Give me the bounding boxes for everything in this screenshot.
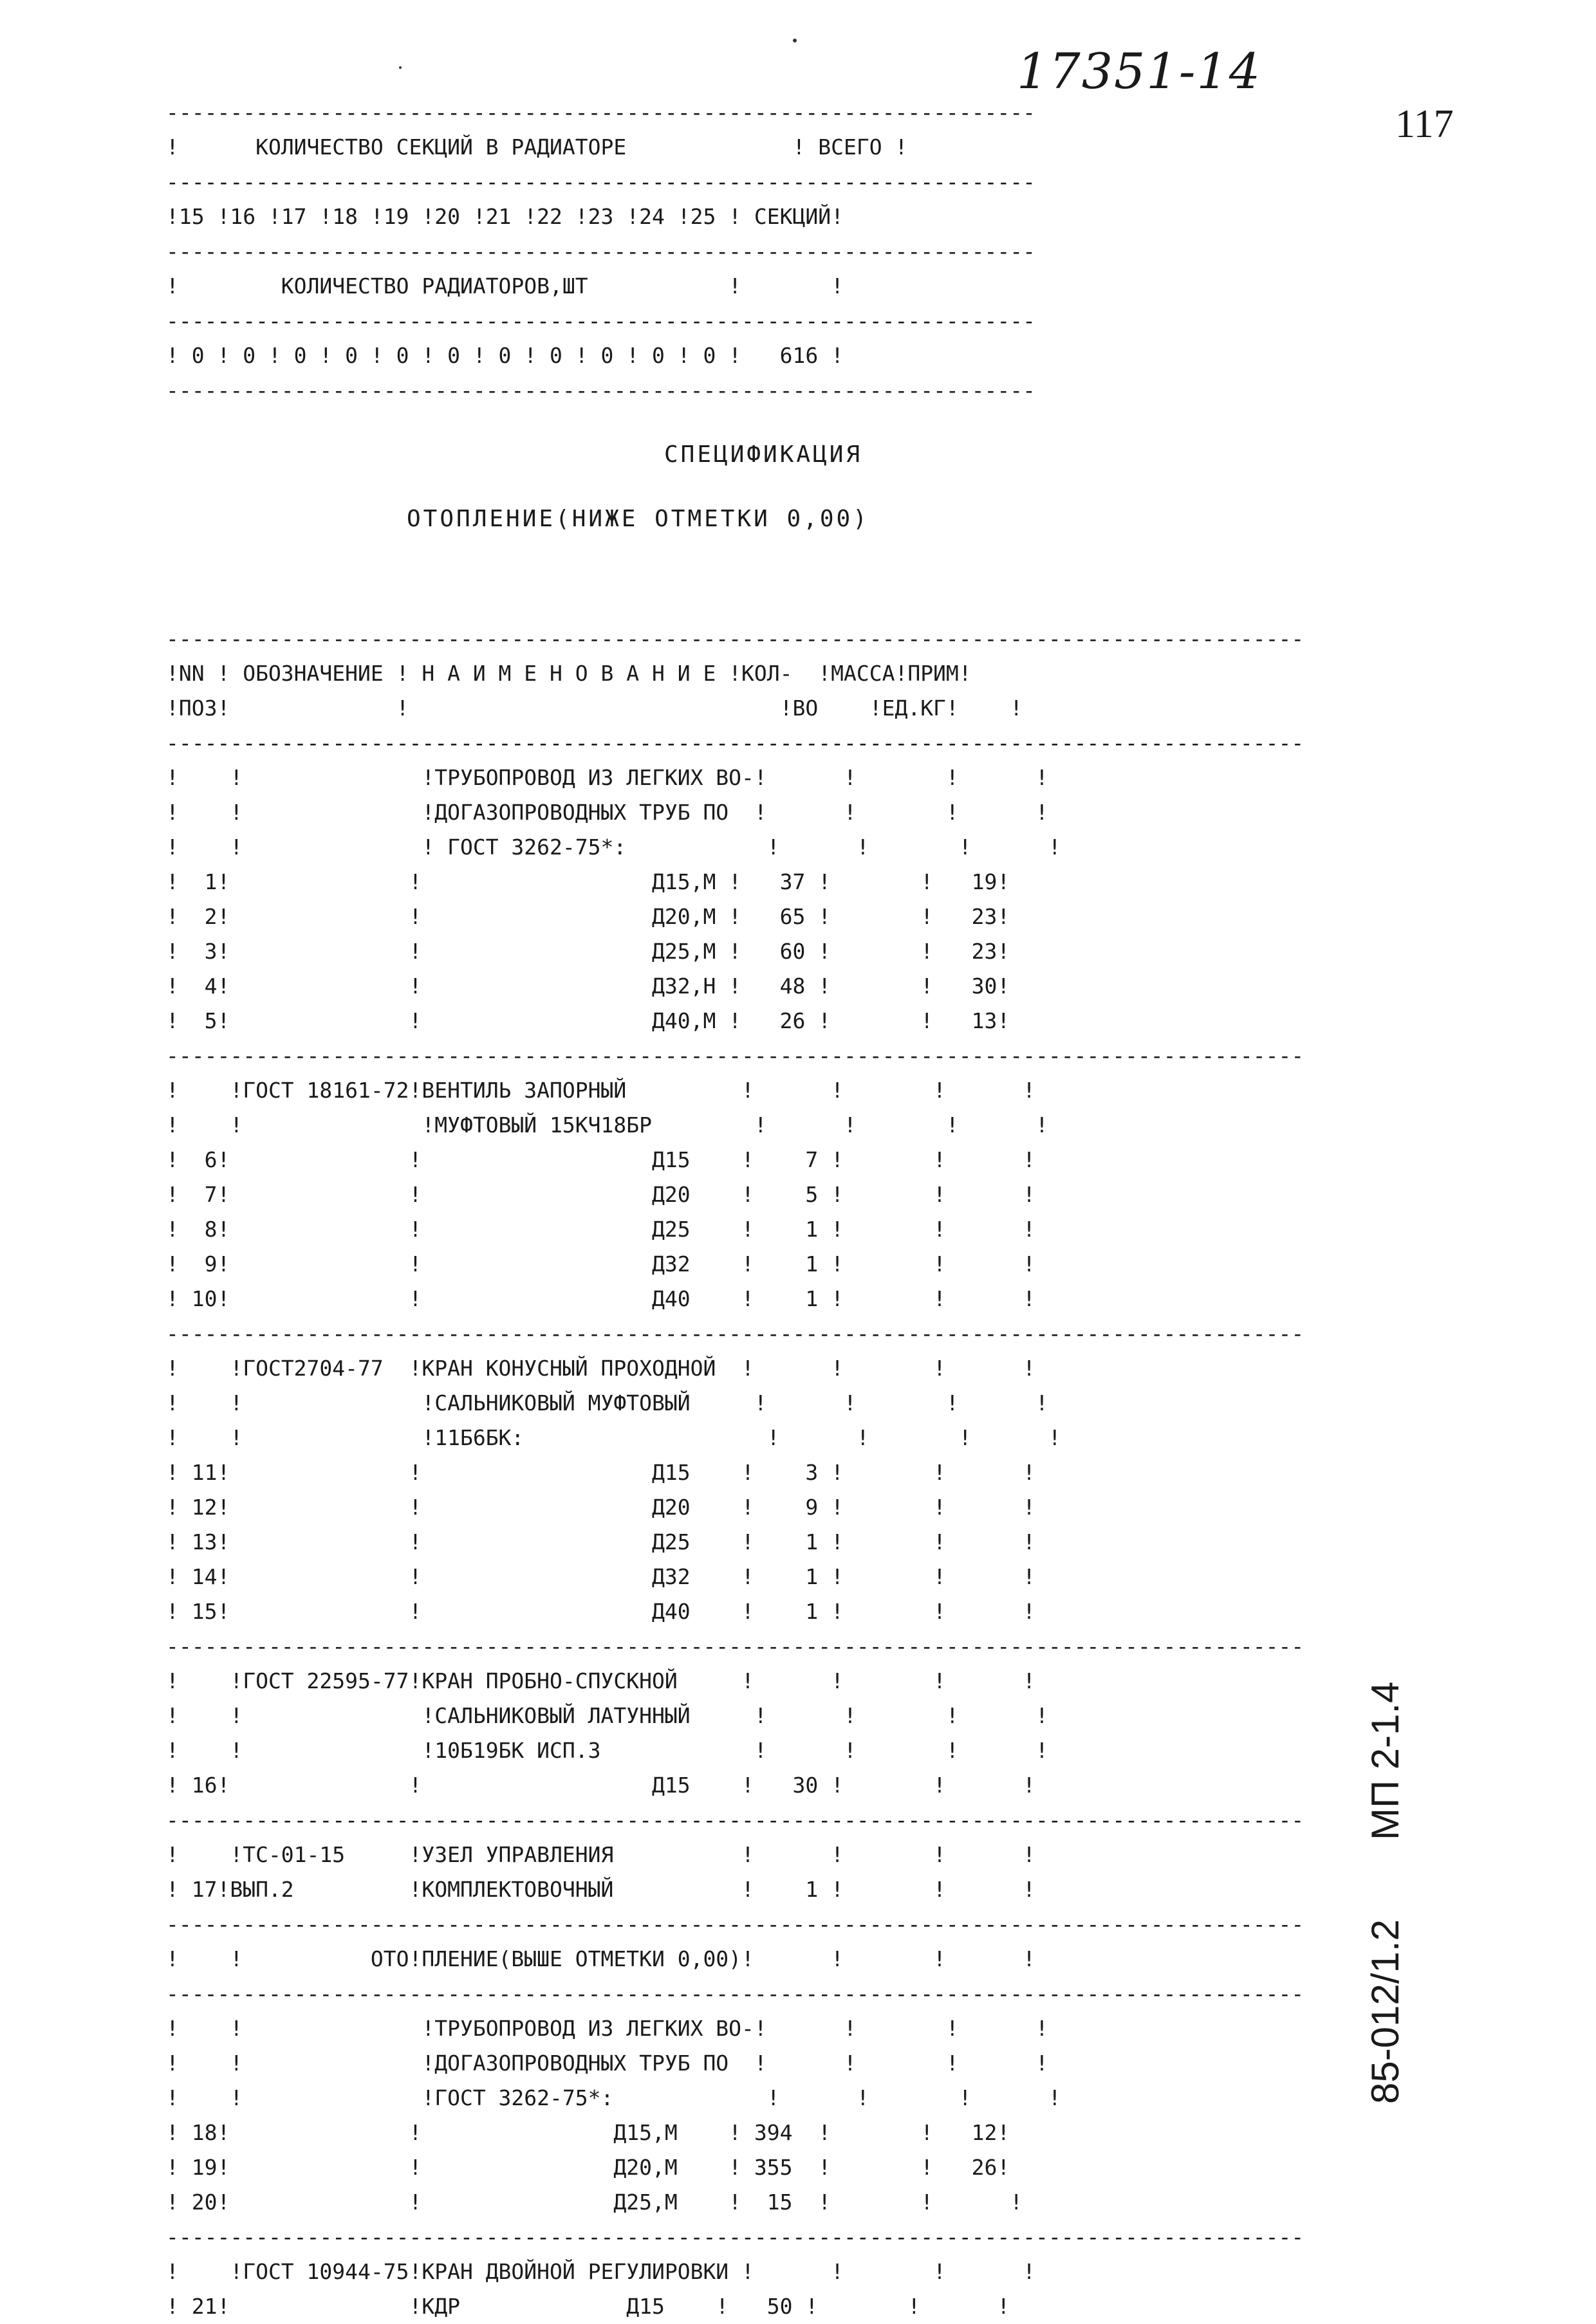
spec-table-row: ! 12! ! Д20 ! 9 ! ! ! (166, 1495, 1036, 1520)
spec-table-row: ----------------------------------------------------------------------------------------- (166, 1043, 1304, 1068)
radiator-table-row: -------------------------------------------------------------------- (166, 239, 1036, 264)
spec-table-row: ! 4! ! Д32,Н ! 48 ! ! 30! (166, 973, 1010, 999)
spec-table-row: ----------------------------------------------------------------------------------------- (166, 1321, 1304, 1346)
spec-table-row: ! 11! ! Д15 ! 3 ! ! ! (166, 1460, 1036, 1485)
spec-table-row: ! ! !ДОГАЗОПРОВОДНЫХ ТРУБ ПО ! ! ! ! (166, 2051, 1048, 2076)
spec-table-row: ! ! !11Б6БК: ! ! ! ! (166, 1425, 1061, 1450)
spec-table-row: ----------------------------------------------------------------------------------------- (166, 730, 1304, 755)
spec-table-row: ----------------------------------------------------------------------------------------- (166, 626, 1304, 651)
spec-title: СПЕЦИФИКАЦИЯ (664, 441, 863, 468)
spec-table-row: ! !ГОСТ 22595-77!КРАН ПРОБНО-СПУСКНОЙ ! ! ! ! (166, 1668, 1036, 1693)
spec-table-row: ! 18! ! Д15,М ! 394 ! ! 12! (166, 2120, 1010, 2145)
spec-table-row: ! ! !ДОГАЗОПРОВОДНЫХ ТРУБ ПО ! ! ! ! (166, 800, 1048, 825)
spec-table-row: ! ! !МУФТОВЫЙ 15КЧ18БР ! ! ! ! (166, 1112, 1048, 1138)
scan-speck (399, 66, 402, 69)
spec-table-row: ! !ТС-01-15 !УЗЕЛ УПРАВЛЕНИЯ ! ! ! ! (166, 1842, 1036, 1867)
radiator-table-row: !15 !16 !17 !18 !19 !20 !21 !22 !23 !24 !25 ! СЕКЦИЙ! (166, 204, 844, 229)
spec-table-row: ! !ГОСТ 10944-75!КРАН ДВОЙНОЙ РЕГУЛИРОВКИ ! ! ! ! (166, 2259, 1036, 2284)
spec-table-row: ----------------------------------------------------------------------------------------- (166, 1807, 1304, 1832)
spec-table-row: ! ! ! ГОСТ 3262-75*: ! ! ! ! (166, 835, 1061, 860)
side-stamp-code: 85-012/1.2 (1364, 1919, 1407, 2104)
spec-table-row: ! ! !ГОСТ 3262-75*: ! ! ! ! (166, 2085, 1061, 2110)
spec-table-row: ! ! !САЛЬНИКОВЫЙ ЛАТУННЫЙ ! ! ! ! (166, 1703, 1048, 1728)
radiator-table-row: -------------------------------------------------------------------- (166, 378, 1036, 403)
spec-table-row: ! 13! ! Д25 ! 1 ! ! ! (166, 1529, 1036, 1554)
spec-table-row: ----------------------------------------------------------------------------------------- (166, 1981, 1304, 2006)
spec-table-row: !NN ! ОБОЗНАЧЕНИЕ ! Н А И М Е Н О В А Н И Е !КОЛ- !МАССА!ПРИМ! (166, 661, 972, 686)
radiator-table-row: ! КОЛИЧЕСТВО РАДИАТОРОВ,ШТ ! ! (166, 273, 844, 299)
spec-table-row: ! 16! ! Д15 ! 30 ! ! ! (166, 1773, 1036, 1798)
spec-subtitle: ОТОПЛЕНИЕ(НИЖЕ ОТМЕТКИ 0,00) (407, 506, 869, 532)
scan-speck (793, 39, 797, 42)
spec-table-row: ! ! !10Б19БК ИСП.3 ! ! ! ! (166, 1738, 1048, 1763)
spec-table-row: ----------------------------------------------------------------------------------------- (166, 1912, 1304, 1937)
spec-table-row: ! 14! ! Д32 ! 1 ! ! ! (166, 1564, 1036, 1589)
spec-table-row: ! 5! ! Д40,М ! 26 ! ! 13! (166, 1008, 1010, 1033)
spec-table-row: ! 10! ! Д40 ! 1 ! ! ! (166, 1286, 1036, 1311)
spec-table-row: ! 2! ! Д20,М ! 65 ! ! 23! (166, 904, 1010, 929)
spec-table-row: ! 6! ! Д15 ! 7 ! ! ! (166, 1147, 1036, 1172)
radiator-table-row: ! 0 ! 0 ! 0 ! 0 ! 0 ! 0 ! 0 ! 0 ! 0 ! 0 ! 0 ! 616 ! (166, 343, 844, 368)
spec-table-row: ! 1! ! Д15,М ! 37 ! ! 19! (166, 869, 1010, 894)
radiator-sections-table (166, 95, 1209, 408)
radiator-table-row: ! КОЛИЧЕСТВО СЕКЦИЙ В РАДИАТОРЕ ! ВСЕГО ! (166, 134, 908, 160)
spec-table-row: ! 19! ! Д20,М ! 355 ! ! 26! (166, 2155, 1010, 2180)
spec-table-row: ! 7! ! Д20 ! 5 ! ! ! (166, 1182, 1036, 1207)
spec-table-row: ! ! !ТРУБОПРОВОД ИЗ ЛЕГКИХ ВО-! ! ! ! (166, 2016, 1048, 2041)
spec-table-row: ! 9! ! Д32 ! 1 ! ! ! (166, 1251, 1036, 1277)
radiator-table-row: -------------------------------------------------------------------- (166, 100, 1036, 125)
spec-table-row: ! 20! ! Д25,М ! 15 ! ! ! (166, 2190, 1023, 2215)
spec-table-row: ! ! !САЛЬНИКОВЫЙ МУФТОВЫЙ ! ! ! ! (166, 1390, 1048, 1416)
spec-table-row: ! 21! !КДР Д15 ! 50 ! ! ! (166, 2294, 1010, 2319)
document-code: 17351-14 (1017, 42, 1262, 100)
spec-table-row: ! 8! ! Д25 ! 1 ! ! ! (166, 1217, 1036, 1242)
page-number: 117 (1395, 102, 1454, 146)
spec-table-row: ! 17!ВЫП.2 !КОМПЛЕКТОВОЧНЫЙ ! 1 ! ! ! (166, 1877, 1036, 1902)
spec-table-row: ! ! ОТО!ПЛЕНИЕ(ВЫШЕ ОТМЕТКИ 0,00)! ! ! ! (166, 1946, 1036, 1971)
spec-table-row: ! !ГОСТ2704-77 !КРАН КОНУСНЫЙ ПРОХОДНОЙ ! ! ! ! (166, 1356, 1036, 1381)
spec-table-row: !ПОЗ! ! !ВО !ЕД.КГ! ! (166, 696, 1023, 721)
side-stamp-mp: МП 2-1.4 (1364, 1681, 1407, 1840)
specification-table (166, 622, 1389, 2324)
spec-table-row: ----------------------------------------------------------------------------------------- (166, 1634, 1304, 1659)
spec-table-row: ----------------------------------------------------------------------------------------- (166, 2224, 1304, 2249)
radiator-table-row: -------------------------------------------------------------------- (166, 308, 1036, 333)
spec-table-row: ! 15! ! Д40 ! 1 ! ! ! (166, 1599, 1036, 1624)
spec-table-row: ! 3! ! Д25,М ! 60 ! ! 23! (166, 939, 1010, 964)
spec-table-row: ! !ГОСТ 18161-72!ВЕНТИЛЬ ЗАПОРНЫЙ ! ! ! ! (166, 1078, 1036, 1103)
spec-table-row: ! ! !ТРУБОПРОВОД ИЗ ЛЕГКИХ ВО-! ! ! ! (166, 765, 1048, 790)
radiator-table-row: -------------------------------------------------------------------- (166, 169, 1036, 194)
